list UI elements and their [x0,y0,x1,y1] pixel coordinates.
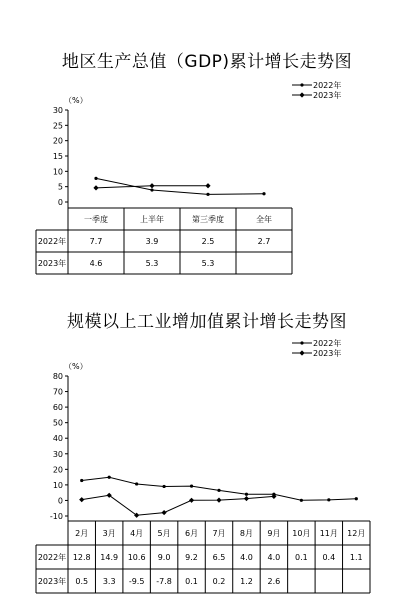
category-label: 7月 [212,529,226,538]
data-point-marker [244,496,249,501]
table-cell-value: 0.1 [185,577,198,586]
category-label: 8月 [239,529,254,538]
table-cell-value: 9.2 [185,553,198,562]
category-label: 9月 [267,529,281,538]
data-point-marker [189,498,194,503]
table-cell-value: 4.6 [89,259,103,268]
data-point-marker [79,497,84,502]
data-point-marker [135,482,138,485]
category-label: 3月 [102,529,116,538]
category-label: 第三季度 [192,215,224,224]
table-cell-value: 3.9 [145,237,159,246]
category-label: 上半年 [140,215,164,224]
data-point-marker [190,485,193,488]
category-label: 全年 [256,215,272,224]
legend-label: 2022年 [313,339,342,348]
category-label: 12月 [347,529,366,538]
data-point-marker [206,193,209,196]
y-tick-label: 20 [52,136,63,146]
y-tick-label: 20 [52,465,63,475]
y-tick-label: 40 [52,434,63,444]
y-tick-label: 10 [52,167,63,177]
table-cell-value: 5.3 [145,259,159,268]
y-tick-label: 25 [52,121,63,131]
legend-marker [300,341,303,344]
table-cell-value: 1.1 [349,553,363,562]
table-cell-value: 2.7 [257,237,271,246]
industry-chart-title: 规模以上工业增加值累计增长走势图 [67,312,347,332]
table-row-label: 2022年 [37,237,67,246]
category-label: 5月 [157,529,171,538]
y-tick-label: 80 [52,372,63,381]
category-label: 一季度 [84,215,108,224]
category-label: 10月 [292,529,311,538]
data-point-marker [108,476,111,479]
data-point-marker [262,192,265,195]
legend-label: 2023年 [313,91,342,100]
data-point-marker [94,177,97,180]
table-cell-value: 6.5 [212,553,226,562]
category-label: 2月 [75,529,89,538]
table-cell-value: 1.2 [240,577,253,586]
data-point-marker [161,510,166,515]
y-tick-label: 5 [57,182,63,192]
data-point-marker [355,497,358,500]
data-point-marker [80,479,83,482]
y-tick-label: 0 [57,198,63,207]
data-point-marker [217,489,220,492]
industry-growth-chart [0,330,414,601]
table-cell-value: 14.9 [100,553,119,562]
data-point-marker [327,498,330,501]
table-cell-value: 9.0 [157,553,171,562]
category-label: 11月 [319,529,338,538]
table-cell-value: 0.5 [75,577,89,586]
data-point-marker [162,485,165,488]
y-tick-label: 70 [52,387,63,397]
y-tick-label: 30 [52,449,63,459]
data-point-marker [149,183,154,188]
gdp-growth-chart [0,70,414,280]
y-tick-label: 0 [57,496,63,506]
table-cell-value: -7.8 [156,577,172,586]
table-row-label: 2022年 [37,553,67,562]
y-axis-unit-label: （%） [64,362,88,371]
y-axis-unit-label: （%） [64,96,88,105]
data-point-marker [205,183,210,188]
table-cell-value: 7.7 [89,237,103,246]
series-line-2022年 [96,178,264,194]
table-row-label: 2023年 [37,259,67,268]
category-label: 6月 [184,529,199,538]
table-cell-value: 5.3 [201,259,215,268]
table-cell-value: 3.3 [102,577,116,586]
data-point-marker [300,499,303,502]
table-cell-value: 0.4 [322,553,336,562]
table-cell-value: 0.2 [212,577,226,586]
table-cell-value: 0.1 [294,553,308,562]
y-tick-label: 10 [52,480,63,490]
table-cell-value: 2.5 [201,237,215,246]
y-tick-label: 60 [52,403,63,413]
legend-marker [299,350,304,355]
table-cell-value: 12.8 [72,553,91,562]
legend-marker [300,83,303,86]
gdp-chart-title: 地区生产总值（GDP)累计增长走势图 [61,52,353,72]
table-cell-value: 4.0 [267,553,281,562]
category-label: 4月 [130,529,144,538]
y-tick-label: -10 [49,512,63,521]
data-point-marker [216,498,221,503]
legend-label: 2023年 [313,349,342,358]
table-cell-value: 10.6 [127,553,146,562]
data-point-marker [245,493,248,496]
y-tick-label: 50 [52,418,63,428]
table-cell-value: -9.5 [128,577,145,586]
table-cell-value: 4.0 [240,553,253,562]
y-tick-label: 30 [52,106,63,115]
legend-marker [299,92,304,97]
table-row-label: 2023年 [37,577,67,586]
data-point-marker [93,185,98,190]
legend-label: 2022年 [313,81,342,90]
y-tick-label: 15 [52,152,63,161]
data-point-marker [150,188,153,191]
table-cell-value: 2.6 [267,577,281,586]
